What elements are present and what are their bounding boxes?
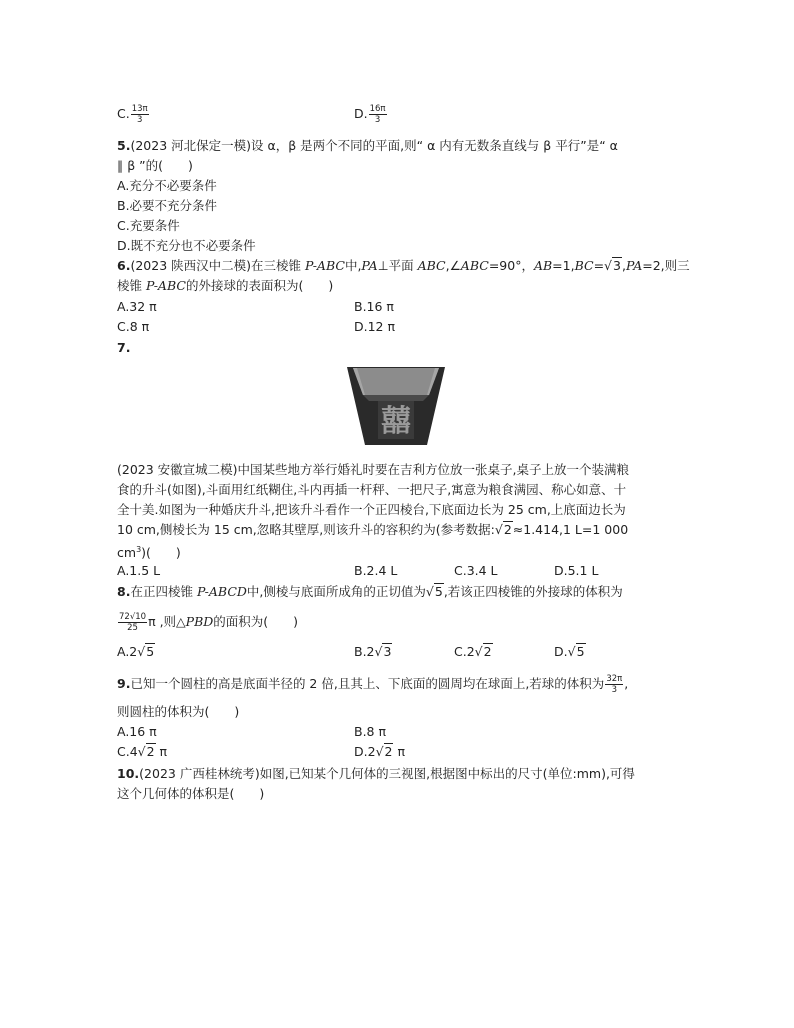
q8-option-a[interactable]: A.2√5 bbox=[117, 644, 155, 659]
q7-options bbox=[117, 563, 599, 579]
q5-stem-line2: ∥ β ”的( ) bbox=[117, 158, 193, 173]
q4-option-d[interactable]: D. $\frac{16\pi}{3}$ bbox=[354, 104, 386, 125]
q7-stem-line4: 10 cm,侧棱长为 15 cm,忽略其壁厚,则该升斗的容积约为(参考数据:√2≈1.414,1 L=1 000 bbox=[117, 522, 629, 537]
q8-stem-line1: 8.在正四棱锥 P-ABCD中,侧棱与底面所成角的正切值为√5,若该正四棱锥的外接球的体积为 bbox=[117, 584, 623, 599]
q7-stem-line3: 全十美.如图为一种婚庆升斗,把该升斗看作一个正四棱台,下底面边长为 25 cm,上底面边长为 bbox=[117, 502, 626, 517]
q9-options-row1 bbox=[117, 724, 387, 740]
q7-option-c[interactable]: C.3.4 L bbox=[454, 563, 498, 578]
q6-options-row1 bbox=[117, 299, 394, 315]
q7-stem-line2: 食的升斗(如图),斗面用红纸糊住,斗内再插一杆秤、一把尺子,寓意为粮食满园、称心如意、十 bbox=[117, 482, 627, 497]
q8-option-c[interactable]: C.2√2 bbox=[454, 644, 492, 659]
q6-option-c[interactable]: C.8 π bbox=[117, 319, 150, 334]
q9-option-b[interactable]: B.8 π bbox=[354, 724, 387, 739]
q6-option-b[interactable]: B.16 π bbox=[354, 299, 394, 314]
q5-option-d[interactable]: D.既不充分也不必要条件 bbox=[117, 238, 256, 253]
q4-options bbox=[117, 104, 386, 125]
q7-number: 7. bbox=[117, 340, 131, 355]
q8-stem-line2: $\frac{72√10}{25}$ π ,则△PBD的面积为( ) bbox=[119, 612, 299, 633]
q7-stem-line5: $cm^3$)( ) bbox=[117, 545, 181, 561]
wedding-dou-figure bbox=[345, 365, 447, 447]
xi-character: 囍 bbox=[381, 404, 411, 439]
q5-option-b[interactable]: B.必要不充分条件 bbox=[117, 198, 218, 213]
q6-stem-line1: 6.(2023 陕西汉中二模)在三棱锥 P-ABC中,PA⊥平面 ABC,∠ABC=90°，AB=1,BC=√3,PA=2,则三 bbox=[117, 258, 690, 273]
q7-option-a[interactable]: A.1.5 L bbox=[117, 563, 161, 578]
q6-option-d[interactable]: D.12 π bbox=[354, 319, 396, 334]
q6-option-a[interactable]: A.32 π bbox=[117, 299, 157, 314]
q5-option-c[interactable]: C.充要条件 bbox=[117, 218, 180, 233]
q7-option-b[interactable]: B.2.4 L bbox=[354, 563, 398, 578]
q9-option-a[interactable]: A.16 π bbox=[117, 724, 157, 739]
q7-option-d[interactable]: D.5.1 L bbox=[554, 563, 599, 578]
q5-stem-line1: 5.(2023 河北保定一模)设 α，β 是两个不同的平面,则“ α 内有无数条直线与 β 平行”是“ α bbox=[117, 138, 618, 153]
q6-options-row2 bbox=[117, 319, 396, 335]
q9-stem-line2: 则圆柱的体积为( ) bbox=[117, 704, 240, 719]
q8-option-d[interactable]: D.√5 bbox=[554, 644, 585, 659]
q9-options-row2 bbox=[117, 744, 405, 760]
q9-stem-line1: 9.已知一个圆柱的高是底面半径的 2 倍,且其上、下底面的圆周均在球面上,若球的体积为 $\frac{32\pi}{3}$ , bbox=[117, 674, 629, 695]
q7-stem-line1: (2023 安徽宣城二模)中国某些地方举行婚礼时要在吉利方位放一张桌子,桌子上放一个装满粮 bbox=[117, 462, 630, 477]
q5-option-a[interactable]: A.充分不必要条件 bbox=[117, 178, 217, 193]
wedding-dou-svg bbox=[345, 365, 447, 447]
q10-stem-line1: 10.(2023 广西桂林统考)如图,已知某个几何体的三视图,根据图中标出的尺寸(单位:mm),可得 bbox=[117, 766, 635, 781]
q4-option-c[interactable]: C. $\frac{13\pi}{3}$ bbox=[117, 104, 148, 125]
q9-option-c[interactable]: C.4√2 π bbox=[117, 744, 168, 759]
q8-option-b[interactable]: B.2√3 bbox=[354, 644, 392, 659]
q6-stem-line2: 棱锥 P-ABC的外接球的表面积为( ) bbox=[117, 278, 334, 293]
q8-options bbox=[117, 644, 585, 660]
q9-option-d[interactable]: D.2√2 π bbox=[354, 744, 405, 759]
q10-stem-line2: 这个几何体的体积是( ) bbox=[117, 786, 265, 801]
